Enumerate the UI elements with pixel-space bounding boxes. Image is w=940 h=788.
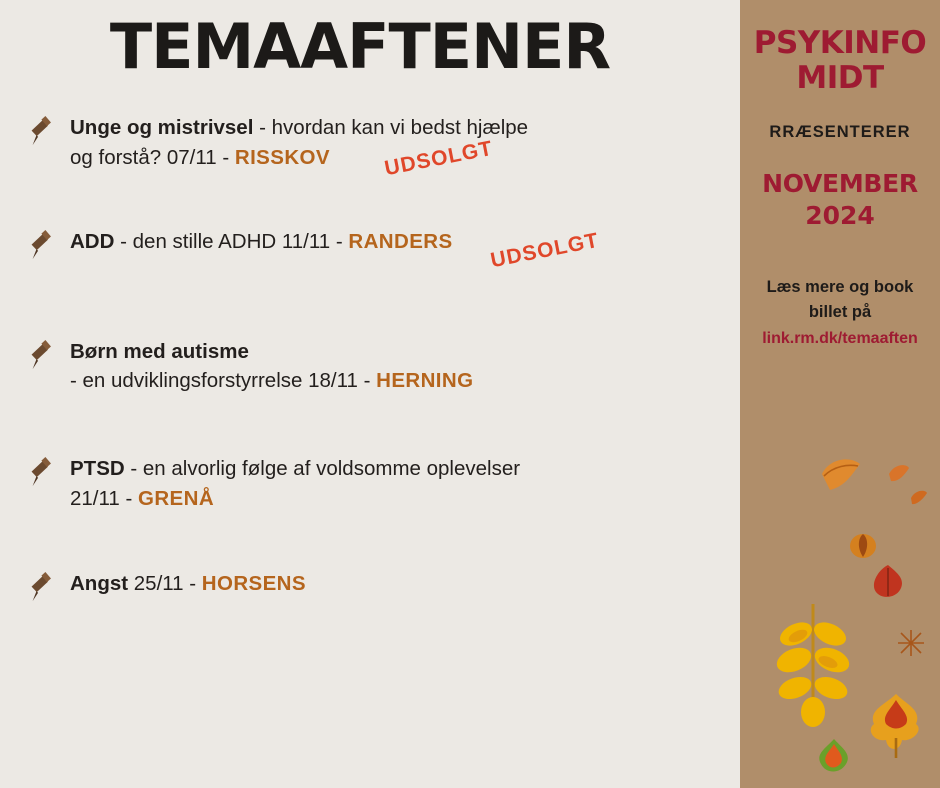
event-title: ADD	[70, 229, 115, 253]
year-label: 2024	[805, 200, 875, 230]
pushpin-icon	[26, 456, 58, 486]
list-item[interactable]	[26, 569, 740, 617]
month-label: NOVEMBER	[762, 169, 918, 199]
leaf-icon	[814, 736, 854, 787]
event-title: Angst	[70, 572, 129, 596]
brand-line-2: MIDT	[796, 59, 884, 96]
event-detail-2: 21/11 -	[70, 486, 138, 510]
brand-line-1: PSYKINFO	[753, 25, 927, 61]
leaf-icon	[846, 528, 880, 567]
leaf-icon	[868, 562, 908, 607]
pushpin-icon	[26, 229, 58, 259]
status-badge: UDSOLGT	[488, 228, 601, 272]
pushpin-icon	[26, 115, 58, 145]
event-detail: - en alvorlig følge af voldsomme oplevelser	[124, 456, 521, 480]
booking-line-1: Læs mere og book	[766, 277, 914, 296]
leaf-icon	[866, 690, 926, 765]
event-text	[70, 569, 740, 599]
booking-info	[750, 275, 930, 325]
presents-label: RRÆSENTERER	[769, 123, 911, 142]
event-text	[70, 454, 740, 513]
status-badge: UDSOLGT	[382, 136, 495, 181]
list-item[interactable]	[26, 227, 740, 275]
event-list	[0, 113, 740, 617]
booking-line-2: billet på	[808, 302, 872, 321]
event-detail-2: og forstå? 07/11 -	[70, 145, 235, 169]
booking-link[interactable]: link.rm.dk/temaaften	[762, 330, 918, 348]
event-location: HERNING	[376, 369, 474, 393]
leaf-icon	[816, 452, 864, 501]
event-title: Børn med autisme	[70, 339, 249, 363]
leaf-icon	[896, 628, 926, 663]
leaf-icon	[886, 460, 912, 491]
leaf-icon	[908, 486, 930, 513]
list-item[interactable]	[26, 113, 740, 181]
brand-name	[750, 26, 930, 95]
leaf-icon	[768, 600, 858, 735]
event-location: HORSENS	[201, 572, 306, 596]
pushpin-icon	[26, 339, 58, 369]
page-title: TEMAAFTENER	[109, 10, 611, 83]
event-location: RISSKOV	[234, 145, 330, 169]
sidebar	[740, 0, 940, 788]
list-item[interactable]	[26, 337, 740, 396]
event-text	[70, 337, 740, 396]
event-title: Unge og mistrivsel	[70, 116, 254, 140]
event-location: GRENÅ	[138, 486, 215, 510]
event-detail: - den stille ADHD 11/11 -	[114, 229, 349, 253]
pushpin-icon	[26, 571, 58, 601]
event-detail-2: - en udviklingsforstyrrelse 18/11 -	[70, 369, 377, 393]
event-detail: - hvordan kan vi bedst hjælpe	[253, 116, 529, 140]
event-detail: 25/11 -	[128, 572, 202, 596]
list-item[interactable]	[26, 454, 740, 513]
event-title: PTSD	[70, 456, 125, 480]
event-location: RANDERS	[348, 229, 453, 253]
event-text	[70, 227, 740, 257]
